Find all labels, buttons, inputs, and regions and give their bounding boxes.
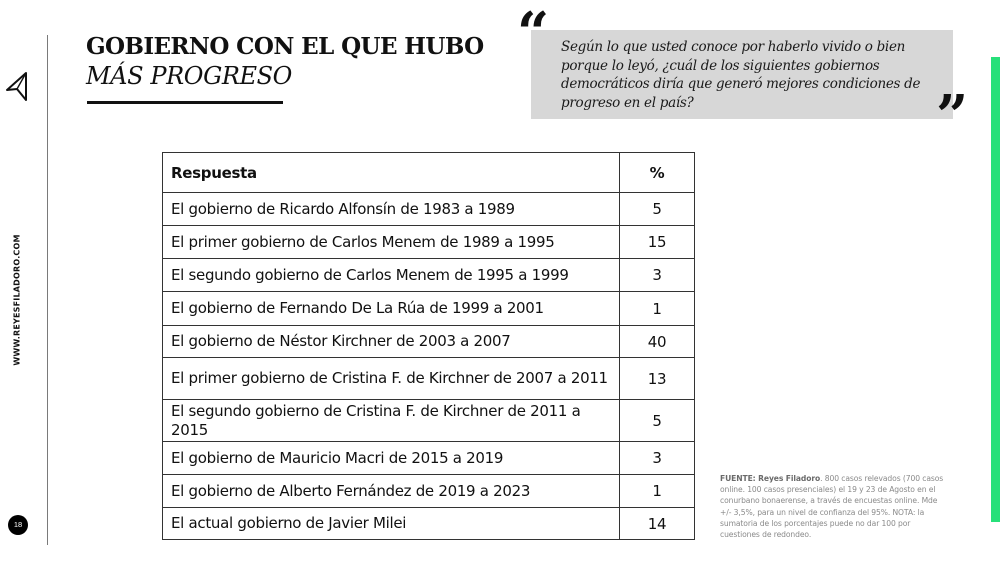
row-percent: 14 <box>620 508 695 540</box>
table-row <box>163 400 695 442</box>
row-label: El gobierno de Ricardo Alfonsín de 1983 a 1989 <box>163 193 620 226</box>
page-number-badge: 18 <box>8 515 28 535</box>
source-text: . 800 casos relevados (700 casos online. 100 casos presenciales) el 19 y 23 de Agosto en el conurbano bonaerense, a través de encuestas online. Mde +/- 3,5%, para un nivel de confianza del 95%. NOTA: la sumatoria de los porcentajes puede no dar 100 por cuestiones de redondeo. <box>720 474 944 540</box>
row-label: El primer gobierno de Cristina F. de Kirchner de 2007 a 2011 <box>163 358 620 400</box>
row-label: El gobierno de Mauricio Macri de 2015 a 2019 <box>163 442 620 475</box>
header-percent: % <box>620 153 695 193</box>
row-label: El gobierno de Alberto Fernández de 2019 a 2023 <box>163 475 620 508</box>
row-percent: 13 <box>620 358 695 400</box>
title-underline <box>87 101 283 104</box>
table-row <box>163 442 695 475</box>
page-title: GOBIERNO CON EL QUE HUBO <box>86 33 484 60</box>
page-subtitle: MÁS PROGRESO <box>86 62 292 90</box>
table-row <box>163 508 695 540</box>
row-percent: 1 <box>620 475 695 508</box>
table-row <box>163 292 695 326</box>
row-percent: 3 <box>620 259 695 292</box>
row-percent: 1 <box>620 292 695 326</box>
table-header-row <box>163 153 695 193</box>
question-text: Según lo que usted conoce por haberlo vivido o bien porque lo leyó, ¿cuál de los siguientes gobiernos democráticos diría que generó mejores condiciones de progreso en el país? <box>561 39 921 111</box>
source-label: FUENTE: Reyes Filadoro <box>720 474 821 483</box>
row-label: El primer gobierno de Carlos Menem de 1989 a 1995 <box>163 226 620 259</box>
row-percent: 5 <box>620 193 695 226</box>
table-row <box>163 193 695 226</box>
table-row <box>163 358 695 400</box>
row-label: El segundo gobierno de Cristina F. de Kirchner de 2011 a 2015 <box>163 400 620 442</box>
results-table <box>162 152 695 540</box>
table-row <box>163 259 695 292</box>
source-note <box>720 473 948 540</box>
close-quote-icon: ” <box>936 83 969 149</box>
accent-bar <box>991 57 1000 522</box>
table-row <box>163 326 695 358</box>
row-label: El gobierno de Néstor Kirchner de 2003 a 2007 <box>163 326 620 358</box>
table-row <box>163 226 695 259</box>
table-row <box>163 475 695 508</box>
row-percent: 5 <box>620 400 695 442</box>
row-label: El gobierno de Fernando De La Rúa de 1999 a 2001 <box>163 292 620 326</box>
header-respuesta: Respuesta <box>163 153 620 193</box>
navigation-arrow-icon <box>4 70 30 102</box>
row-percent: 15 <box>620 226 695 259</box>
row-label: El actual gobierno de Javier Milei <box>163 508 620 540</box>
sidebar-divider <box>47 35 48 545</box>
row-label: El segundo gobierno de Carlos Menem de 1995 a 1999 <box>163 259 620 292</box>
site-url: WWW.REYESFILADORO.COM <box>12 234 22 366</box>
row-percent: 3 <box>620 442 695 475</box>
row-percent: 40 <box>620 326 695 358</box>
open-quote-icon: “ <box>517 0 550 66</box>
